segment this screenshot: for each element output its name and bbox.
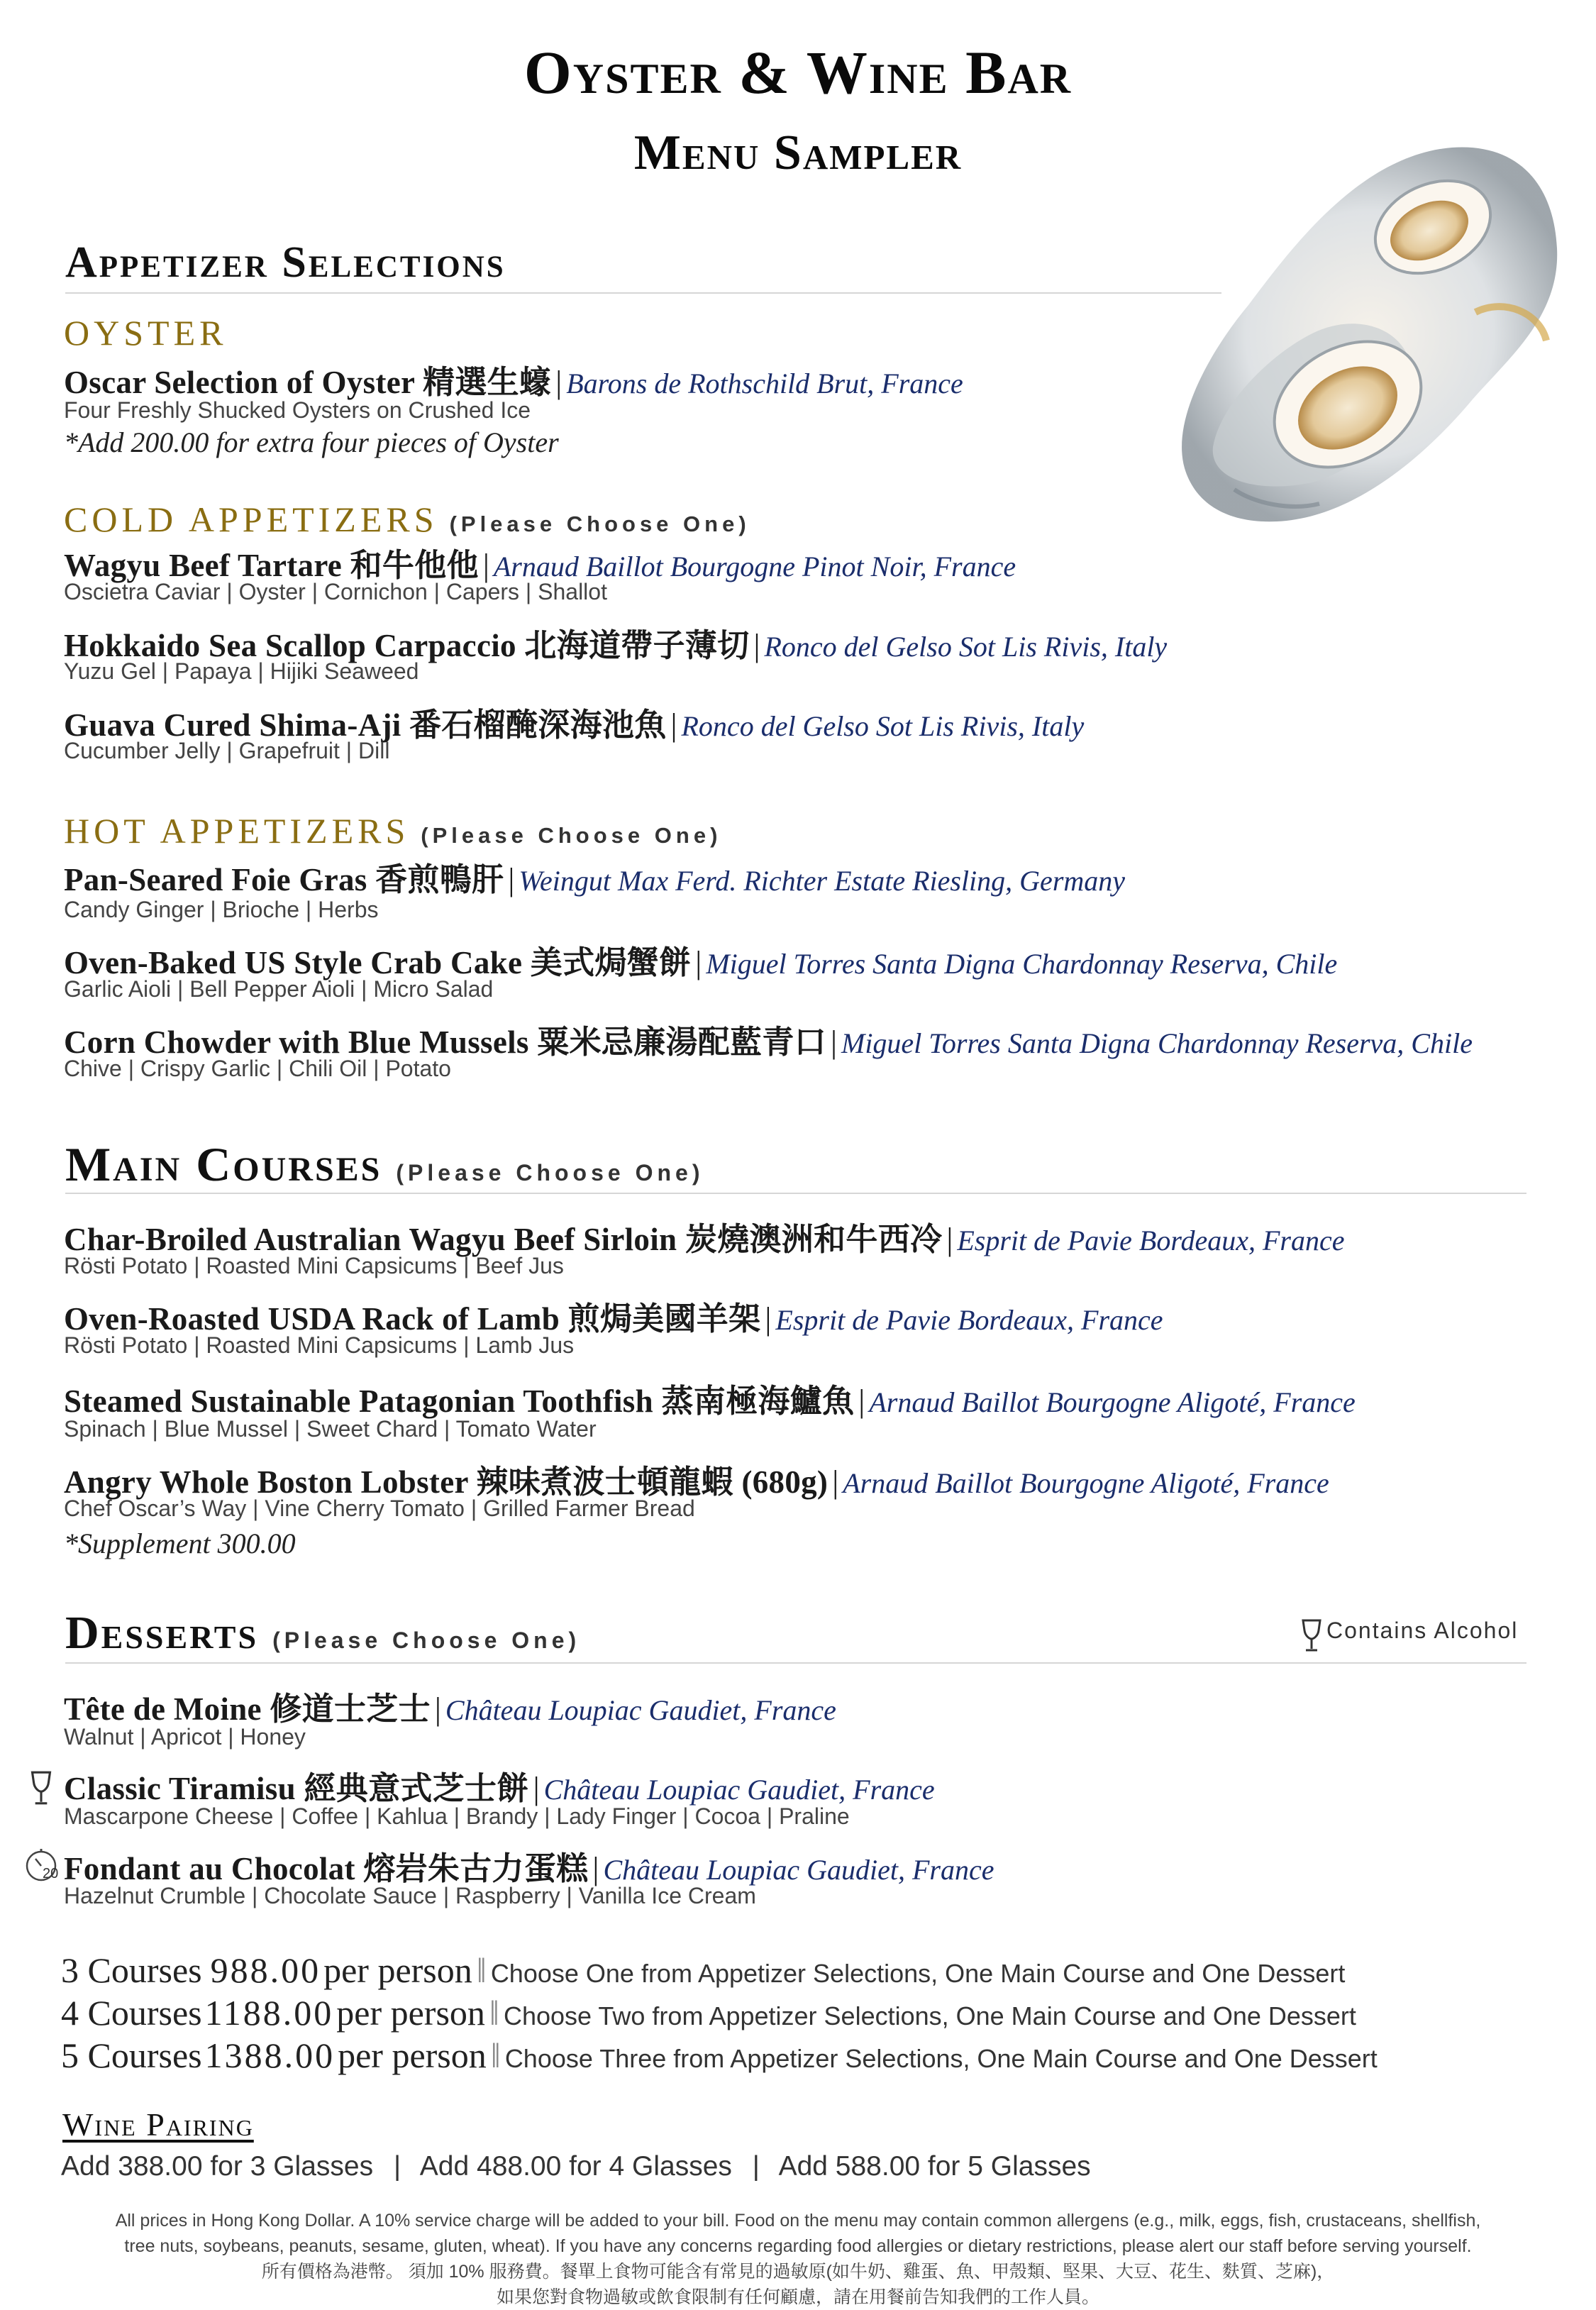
section-divider [65,1662,1526,1664]
dish-description: Chef Oscar’s Way | Vine Cherry Tomato | Grilled Farmer Bread [64,1496,695,1521]
menu-item: Oven-Baked US Style Crab Cake 美式焗蟹餅 | Miguel Torres Santa Digna Chardonnay Reserva, Chile [64,945,1338,980]
desserts-heading: Desserts (Please Choose One) [65,1607,581,1659]
menu-item-oyster: Oscar Selection of Oyster 精選生蠔 | Barons de Rothschild Brut, France [64,365,963,400]
wine-pairing-name: Château Loupiac Gaudiet, France [543,1774,935,1806]
choose-one-note: (Please Choose One) [421,823,722,848]
dish-name: Angry Whole Boston Lobster 辣味煮波士頓龍蝦 (680g) [64,1464,829,1500]
price-amount: 1188.00 [204,1993,334,2033]
wine-pairing-name: Château Loupiac Gaudiet, France [603,1854,994,1886]
alcohol-legend [1299,1618,1518,1653]
menu-item: Classic Tiramisu 經典意式芝士餅 | Château Loupiac Gaudiet, France [64,1771,935,1806]
wine-pairing-option: Add 388.00 for 3 Glasses [61,2151,374,2182]
course-count: 3 Courses [61,1950,202,1990]
menu-item: Wagyu Beef Tartare 和牛他他 | Arnaud Baillot Bourgogne Pinot Noir, France [64,548,1016,583]
menu-item: Corn Chowder with Blue Mussels 粟米忌廉湯配藍青口 | Miguel Torres Santa Digna Chardonnay Reserva, Chile [64,1024,1473,1060]
cold-appetizers-label: COLD APPETIZERS (Please Choose One) [64,499,750,539]
wine-pairing-name: Barons de Rothschild Brut, France [566,368,963,399]
menu-item: Fondant au Chocolat 熔岩朱古力蛋糕 | Château Loupiac Gaudiet, France [64,1851,994,1886]
dish-name: Steamed Sustainable Patagonian Toothfish 蒸南極海鱸魚 [64,1383,855,1419]
wine-pairing-name: Weingut Max Ferd. Richter Estate Riesling, Germany [519,865,1126,897]
footer-disclaimer [0,2208,1596,2310]
menu-item: Angry Whole Boston Lobster 辣味煮波士頓龍蝦 (680g) | Arnaud Baillot Bourgogne Aligoté, France [64,1464,1329,1500]
price-line: 3 Courses 988.00 per person ‖ Choose One from Appetizer Selections, One Main Course and One Dessert [61,1950,1346,1990]
wine-glass-icon [28,1769,54,1806]
dish-description: Walnut | Apricot | Honey [64,1724,306,1750]
dish-name: Guava Cured Shima-Aji 番石榴醃深海池魚 [64,707,667,743]
course-count: 4 Courses [61,1993,202,2033]
choose-one-note: (Please Choose One) [396,1160,704,1186]
dish-description: Rösti Potato | Roasted Mini Capsicums | Beef Jus [64,1253,564,1278]
page-title: Oyster & Wine Bar [523,38,1073,106]
footer-line: 所有價格為港幣。 須加 10% 服務費。餐單上食物可能含有常見的過敏原(如牛奶、雞蛋、魚、甲殼類、堅果、大豆、花生、麩質、芝麻)， [261,2262,1335,2282]
price-unit: per person [323,1950,472,1990]
dish-description: Candy Ginger | Brioche | Herbs [64,897,379,922]
wine-pairing-name: Arnaud Baillot Bourgogne Pinot Noir, France [493,551,1016,582]
dish-description: Yuzu Gel | Papaya | Hijiki Seaweed [64,658,419,684]
menu-item: Oven-Roasted USDA Rack of Lamb 煎焗美國羊架 | Esprit de Pavie Bordeaux, France [64,1301,1163,1337]
price-description: Choose Three from Appetizer Selections, One Main Course and One Dessert [504,2044,1378,2073]
wine-pairing-name: Ronco del Gelso Sot Lis Rivis, Italy [681,710,1085,742]
section-divider [65,1193,1526,1194]
wine-pairing-name: Arnaud Baillot Bourgogne Aligoté, France [843,1467,1329,1499]
price-amount: 1388.00 [204,2035,336,2075]
price-amount: 988.00 [210,1950,321,1990]
section-divider [65,292,1221,294]
wine-pairing-name: Miguel Torres Santa Digna Chardonnay Reserva, Chile [706,948,1338,980]
dish-description: Chive | Crispy Garlic | Chili Oil | Potato [64,1056,451,1081]
footer-line: All prices in Hong Kong Dollar. A 10% service charge will be added to your bill. Food on the menu may contain common allergens (e.g., milk, eggs, fish, crustaceans, shellfish, [115,2211,1481,2231]
footer-line: 如果您對食物過敏或飲食限制有任何顧慮，請在用餐前告知我們的工作人員。 [496,2287,1099,2307]
price-unit: per person [338,2035,487,2075]
wine-pairing-name: Ronco del Gelso Sot Lis Rivis, Italy [764,631,1168,663]
hot-appetizers-label: HOT APPETIZERS (Please Choose One) [64,811,722,851]
oyster-add-note: *Add 200.00 for extra four pieces of Oyster [64,426,559,458]
dish-description: Four Freshly Shucked Oysters on Crushed Ice [64,397,531,423]
page-subtitle: Menu Sampler [633,126,963,180]
wine-pairing-heading: Wine Pairing [62,2106,254,2143]
wine-pairing-name: Esprit de Pavie Bordeaux, France [957,1225,1345,1256]
wine-pairing-options [61,2151,1091,2182]
appetizer-section-heading: Appetizer Selections [65,238,506,287]
dish-name: Oven-Baked US Style Crab Cake 美式焗蟹餅 [64,945,692,980]
oyster-category-label: OYSTER [64,313,228,353]
footer-line: tree nuts, soybeans, peanuts, sesame, gluten, wheat). If you have any concerns regarding food allergies or dietary restrictions, please alert our staff before serving yourself. [124,2236,1472,2256]
dish-name: Hokkaido Sea Scallop Carpaccio 北海道帶子薄切 [64,628,750,663]
wine-pairing-name: Château Loupiac Gaudiet, France [445,1694,836,1726]
dish-name: Fondant au Chocolat 熔岩朱古力蛋糕 [64,1851,589,1886]
choose-one-note: (Please Choose One) [449,512,750,536]
price-line: 4 Courses 1188.00 per person ‖ Choose Two from Appetizer Selections, One Main Course and One Dessert [61,1993,1356,2033]
wine-pairing-name: Arnaud Baillot Bourgogne Aligoté, France [869,1386,1356,1418]
option-separator: | [393,2151,401,2182]
menu-item: Steamed Sustainable Patagonian Toothfish 蒸南極海鱸魚 | Arnaud Baillot Bourgogne Aligoté, France [64,1383,1356,1419]
dish-description: Oscietra Caviar | Oyster | Cornichon | Capers | Shallot [64,579,607,604]
menu-item: Pan-Seared Foie Gras 香煎鴨肝 | Weingut Max Ferd. Richter Estate Riesling, Germany [64,862,1126,897]
dish-description: Mascarpone Cheese | Coffee | Kahlua | Brandy | Lady Finger | Cocoa | Praline [64,1803,850,1829]
dish-name: Char-Broiled Australian Wagyu Beef Sirloin 炭燒澳洲和牛西冷 [64,1222,943,1257]
dish-description: Hazelnut Crumble | Chocolate Sauce | Raspberry | Vanilla Ice Cream [64,1883,756,1908]
dish-description: Garlic Aioli | Bell Pepper Aioli | Micro Salad [64,976,494,1002]
dish-description: Spinach | Blue Mussel | Sweet Chard | Tomato Water [64,1416,597,1442]
oyster-illustration [1170,135,1568,532]
price-line: 5 Courses 1388.00 per person ‖ Choose Three from Appetizer Selections, One Main Course and One Dessert [61,2035,1378,2075]
wine-pairing-option: Add 588.00 for 5 Glasses [778,2151,1091,2182]
main-courses-heading: Main Courses (Please Choose One) [65,1137,704,1191]
dish-name: Corn Chowder with Blue Mussels 粟米忌廉湯配藍青口 [64,1024,826,1060]
dish-name: Oscar Selection of Oyster 精選生蠔 [64,365,552,400]
price-description: Choose Two from Appetizer Selections, One Main Course and One Dessert [503,2001,1356,2030]
menu-item: Hokkaido Sea Scallop Carpaccio 北海道帶子薄切 | Ronco del Gelso Sot Lis Rivis, Italy [64,628,1168,663]
dish-name: Tête de Moine 修道士芝士 [64,1691,431,1727]
timer-badge: 20 [43,1866,59,1881]
dish-name: Classic Tiramisu 經典意式芝士餅 [64,1771,529,1806]
wine-pairing-name: Miguel Torres Santa Digna Chardonnay Reserva, Chile [841,1027,1473,1059]
dish-name: Oven-Roasted USDA Rack of Lamb 煎焗美國羊架 [64,1301,761,1337]
wine-glass-icon [1299,1618,1324,1653]
dish-description: Rösti Potato | Roasted Mini Capsicums | Lamb Jus [64,1332,575,1358]
course-count: 5 Courses [61,2035,202,2075]
option-separator: | [752,2151,760,2182]
wine-pairing-name: Esprit de Pavie Bordeaux, France [775,1304,1163,1336]
menu-item: Char-Broiled Australian Wagyu Beef Sirloin 炭燒澳洲和牛西冷 | Esprit de Pavie Bordeaux, France [64,1222,1345,1257]
timer-icon [23,1845,62,1884]
price-description: Choose One from Appetizer Selections, One Main Course and One Dessert [490,1959,1346,1988]
alcohol-legend-label: Contains Alcohol [1326,1618,1519,1643]
price-unit: per person [336,1993,485,2033]
supplement-note: *Supplement 300.00 [64,1527,296,1559]
menu-item: Guava Cured Shima-Aji 番石榴醃深海池魚 | Ronco del Gelso Sot Lis Rivis, Italy [64,707,1085,743]
dish-description: Cucumber Jelly | Grapefruit | Dill [64,738,390,763]
menu-item: Tête de Moine 修道士芝士 | Château Loupiac Gaudiet, France [64,1691,836,1727]
wine-pairing-option: Add 488.00 for 4 Glasses [419,2151,732,2182]
choose-one-note: (Please Choose One) [272,1628,581,1653]
dish-name: Pan-Seared Foie Gras 香煎鴨肝 [64,862,504,897]
dish-name: Wagyu Beef Tartare 和牛他他 [64,548,479,583]
